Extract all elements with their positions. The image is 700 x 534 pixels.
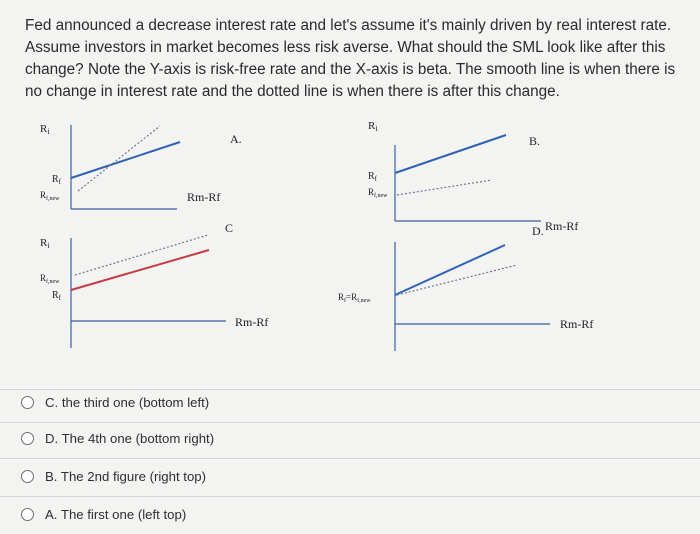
panel-d-dotted-sml — [397, 265, 517, 295]
sml-figure — [0, 105, 700, 365]
svg-text:Rf,new — [368, 187, 388, 199]
panel-c-y-label: R — [40, 237, 48, 249]
panel-d — [338, 224, 593, 351]
svg-text:Ri — [40, 123, 50, 136]
panel-a-dotted-sml — [78, 126, 160, 191]
svg-text:Rf,new — [40, 273, 60, 285]
panel-c-rf-sub: f — [58, 294, 62, 302]
radio-b[interactable] — [21, 470, 34, 483]
svg-text:Ri — [40, 237, 50, 250]
panel-b — [368, 120, 578, 233]
panel-b-y-sub: i — [375, 124, 378, 133]
svg-text:Rf=Rf,new — [338, 292, 371, 304]
option-b-label: B. The 2nd figure (right top) — [45, 468, 207, 484]
panel-a-letter: A. — [230, 132, 242, 146]
panel-d-rf-sub: f — [344, 298, 347, 304]
panel-a-rf-new-label: R — [40, 190, 47, 200]
panel-d-x-label: Rm-Rf — [560, 317, 594, 331]
panel-d-letter: D. — [532, 224, 544, 238]
panel-b-rf-new-label: R — [368, 187, 375, 197]
panel-a-rf-new-sub: f,new — [46, 196, 60, 202]
option-divider-1 — [0, 422, 700, 423]
panel-b-x-label: Rm-Rf — [545, 219, 579, 233]
panel-a-rf-sub: f — [58, 178, 62, 186]
radio-a[interactable] — [21, 508, 34, 521]
panel-d-rf-new-label: R — [351, 292, 358, 302]
panel-c-rf-new-sub: f,new — [46, 279, 60, 285]
panel-a-x-label: Rm-Rf — [187, 190, 221, 204]
svg-text:Rf — [52, 174, 62, 186]
panel-a-y-label: R — [40, 123, 48, 135]
panel-a-solid-sml — [71, 142, 180, 178]
option-a-label: A. The first one (left top) — [45, 506, 187, 522]
panel-a — [40, 123, 242, 209]
panel-c-rf-label: R — [52, 290, 59, 301]
option-divider-2 — [0, 458, 700, 459]
radio-c[interactable] — [21, 396, 34, 409]
panel-d-rf-label: R — [338, 292, 345, 302]
panel-b-letter: B. — [529, 134, 541, 148]
panel-d-equals: = — [346, 292, 352, 302]
panel-c-y-sub: i — [47, 241, 50, 250]
option-d-label: D. The 4th one (bottom right) — [45, 430, 215, 446]
panel-c — [40, 221, 268, 348]
panel-d-solid-sml — [395, 245, 505, 295]
panel-b-y-label: R — [368, 120, 376, 132]
panel-b-solid-sml — [395, 135, 506, 173]
question-text: Fed announced a decrease interest rate and let's assume it's mainly driven by real interest rate. Assume investors in market becomes less risk averse. What should the SML look like after this change? Note the Y-axis is risk-free rate and the X-axis is beta. The smooth line is when there is no change in interest rate and the dotted line is when there is after this change. — [25, 17, 676, 100]
panel-a-y-sub: i — [47, 127, 50, 136]
panel-c-x-label: Rm-Rf — [235, 315, 269, 329]
option-c[interactable] — [0, 384, 700, 420]
option-divider-3 — [0, 496, 700, 497]
panel-b-rf-new-sub: f,new — [374, 193, 388, 199]
svg-text:Ri — [368, 120, 378, 133]
panel-b-rf-sub: f — [374, 175, 378, 183]
panel-a-rf-label: R — [52, 174, 59, 185]
svg-text:Rf — [368, 171, 378, 183]
svg-text:Rf,new — [40, 190, 60, 202]
option-c-label: C. the third one (bottom left) — [45, 394, 210, 410]
panel-d-rf-new-sub: f,new — [357, 298, 371, 304]
svg-text:Rf — [52, 290, 62, 302]
panel-c-letter: C — [225, 221, 234, 235]
panel-c-rf-new-label: R — [40, 273, 47, 283]
option-a[interactable] — [0, 496, 700, 532]
option-b[interactable] — [0, 458, 700, 494]
radio-d[interactable] — [21, 432, 34, 445]
panel-b-rf-label: R — [368, 171, 375, 182]
panel-b-dotted-sml — [397, 180, 492, 195]
option-d[interactable] — [0, 420, 700, 456]
